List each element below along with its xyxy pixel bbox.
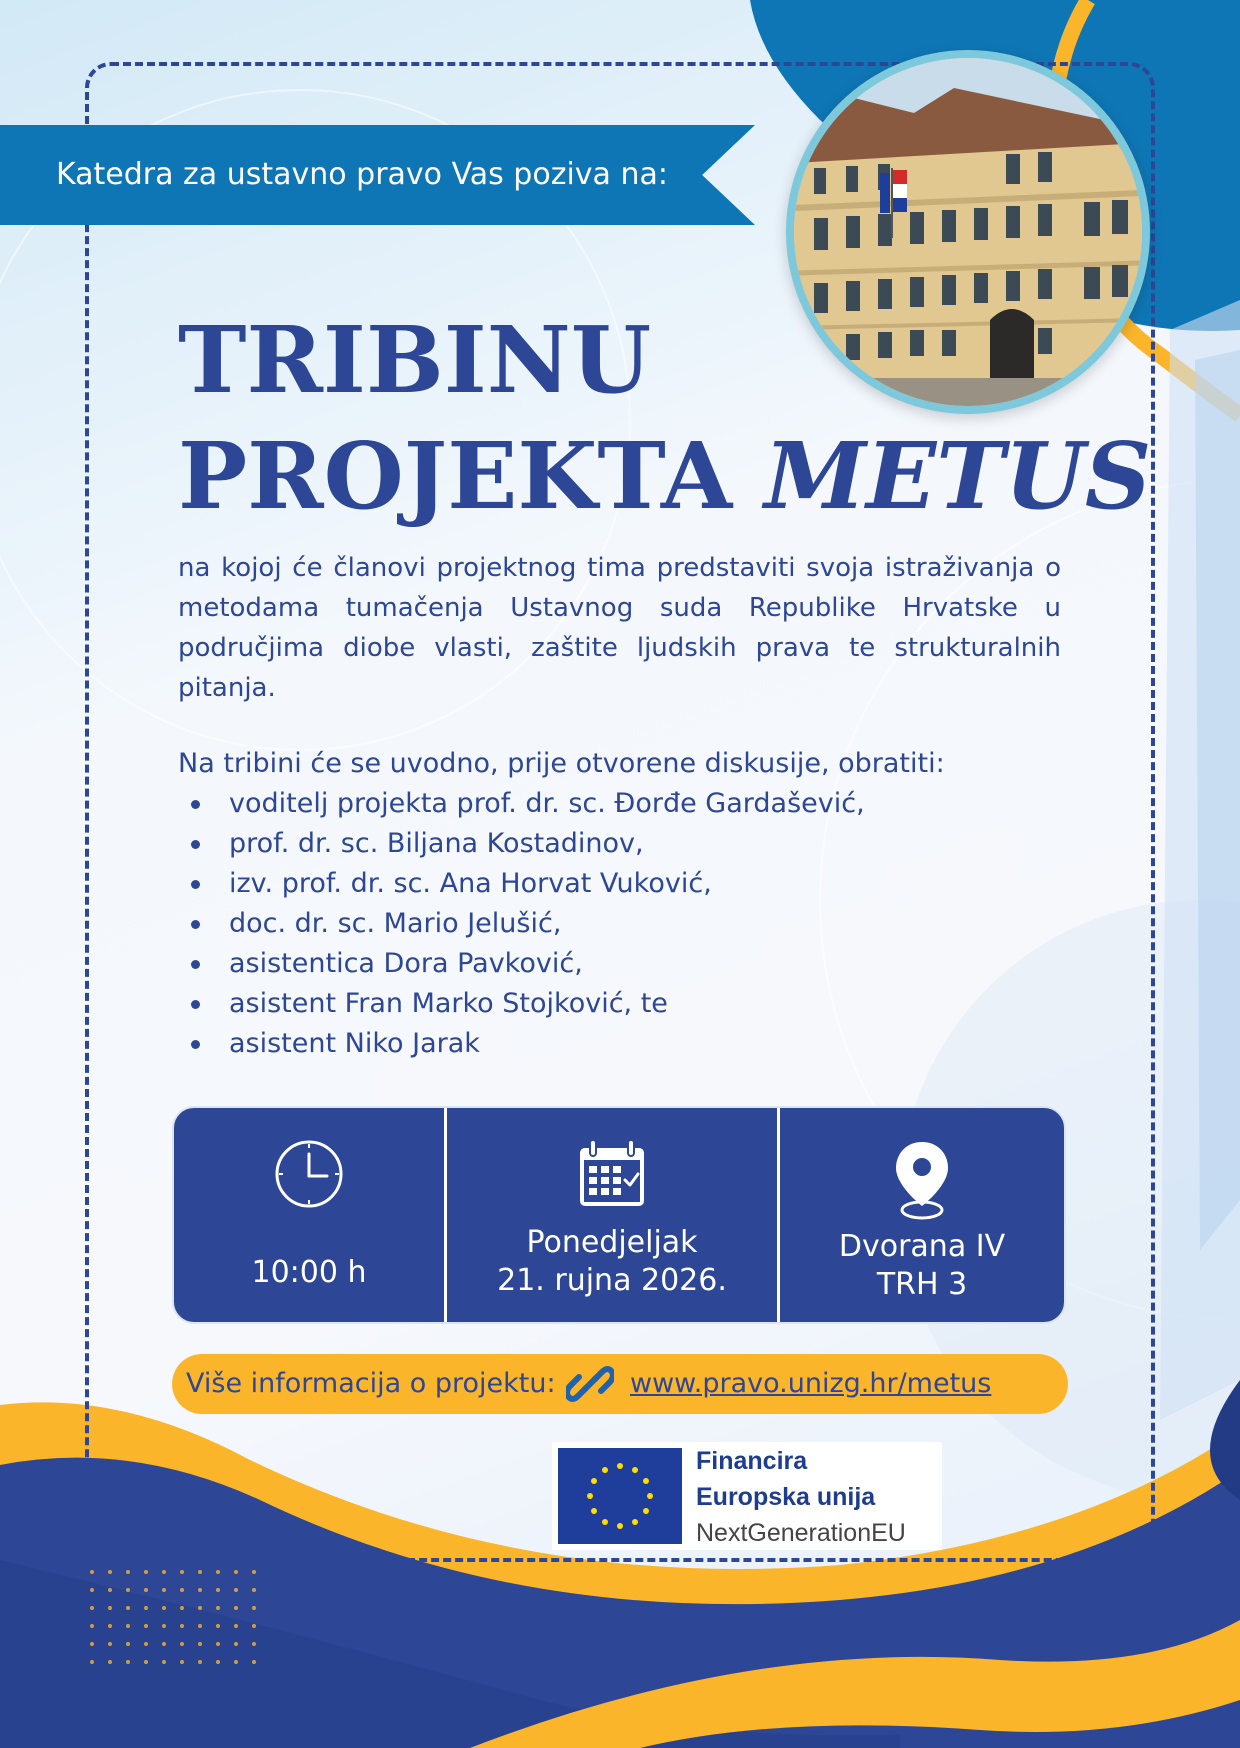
invitation-text: Katedra za ustavno pravo Vas poziva na:	[56, 157, 668, 192]
intro-paragraph: na kojoj će članovi projektnog tima predstaviti svoja istraživanja o metodama tumačenja Ustavnog suda Republike Hrvatske u područjima diobe vlasti, zaštite ljudskih prava te strukturalnih pitanja.	[178, 553, 1061, 703]
event-place	[780, 1108, 1064, 1322]
project-url-link[interactable]: www.pravo.unizg.hr/metus	[630, 1368, 992, 1399]
eu-funding-line2: Europska unija	[696, 1483, 876, 1511]
location-pin-icon	[892, 1138, 952, 1222]
place-hall: Dvorana IV	[838, 1229, 1006, 1264]
time-text: 10:00 h	[251, 1255, 367, 1290]
clock-icon	[273, 1138, 345, 1210]
speaker-item: voditelj projekta prof. dr. sc. Đorđe Gardašević,	[178, 784, 865, 824]
title-line2-italic: METUS	[764, 422, 1152, 530]
event-title	[178, 302, 1151, 534]
eu-flag-icon	[558, 1448, 682, 1544]
place-address: TRH 3	[876, 1267, 968, 1302]
calendar-icon	[576, 1138, 648, 1210]
title-line1: TRIBINU	[178, 306, 652, 414]
more-info-label: Više informacija o projektu:	[186, 1368, 556, 1399]
title-line2-plain: PROJEKTA	[178, 422, 733, 530]
event-details	[172, 1106, 1066, 1324]
eu-funding-line1: Financira	[696, 1447, 808, 1475]
speaker-item: asistentica Dora Pavković,	[178, 944, 865, 984]
speaker-item: izv. prof. dr. sc. Ana Horvat Vuković,	[178, 864, 865, 904]
date-weekday: Ponedjeljak	[526, 1225, 698, 1260]
event-time	[174, 1108, 444, 1322]
link-icon	[566, 1364, 614, 1404]
speaker-item: asistent Niko Jarak	[178, 1024, 865, 1064]
more-info-bar	[172, 1354, 1068, 1414]
date-value: 21. rujna 2026.	[497, 1263, 727, 1298]
eu-funding-badge	[552, 1442, 942, 1550]
speaker-item: asistent Fran Marko Stojković, te	[178, 984, 865, 1024]
speaker-item: doc. dr. sc. Mario Jelušić,	[178, 904, 865, 944]
speakers-list	[178, 784, 865, 1064]
speakers-intro: Na tribini će se uvodno, prije otvorene diskusije, obratiti:	[178, 748, 945, 779]
eu-funding-line3: NextGenerationEU	[696, 1519, 906, 1547]
event-date	[444, 1108, 780, 1322]
speaker-item: prof. dr. sc. Biljana Kostadinov,	[178, 824, 865, 864]
